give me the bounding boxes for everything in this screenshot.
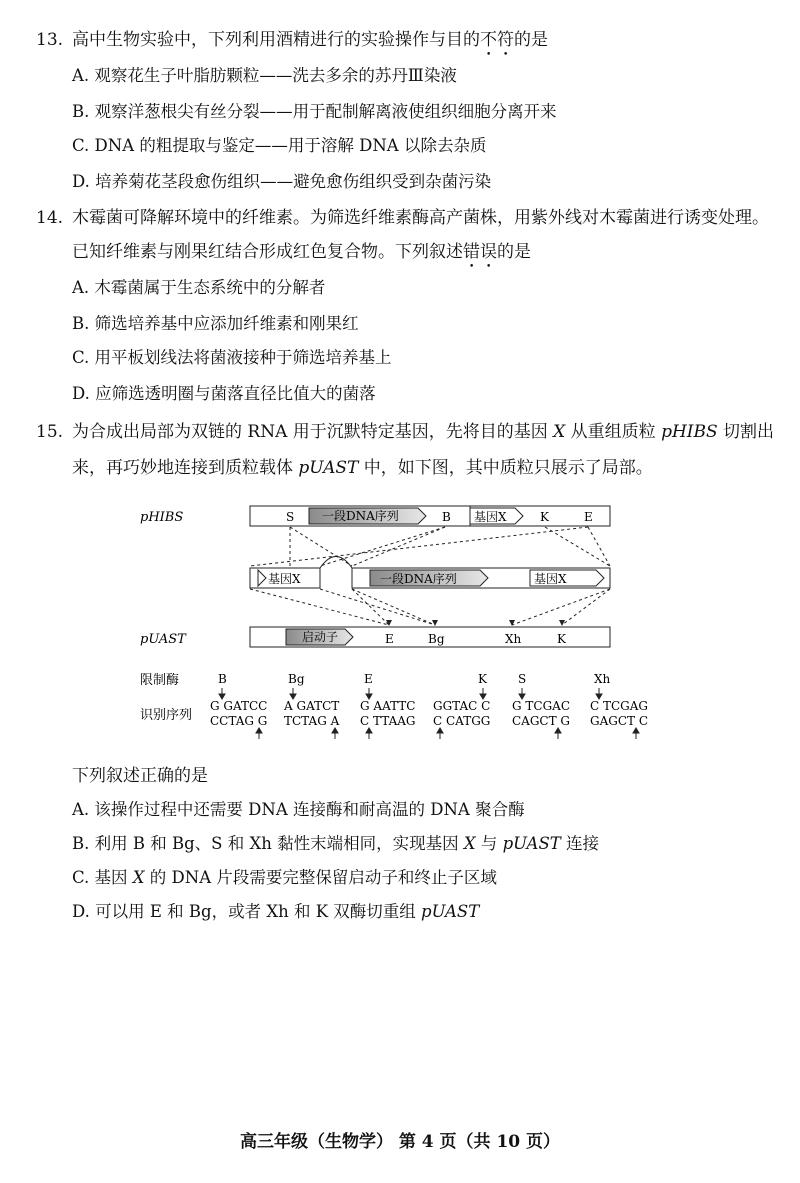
option-15-d: D. 可以用 E 和 Bg，或者 Xh 和 K 双酶切重组 pUAST xyxy=(72,902,480,921)
site-label: E xyxy=(584,510,593,524)
option-14-c: C. 用平板划线法将菌液接种于筛选培养基上 xyxy=(72,348,392,367)
option-13-d: D. 培养菊花茎段愈伤组织——避免愈伤组织受到杂菌污染 xyxy=(72,172,492,191)
site-label: K xyxy=(557,632,566,646)
emphasis-text: 错误 xyxy=(463,242,497,262)
question-number: 14. xyxy=(36,208,64,228)
puast-label: pUAST xyxy=(140,632,186,647)
svg-text:K: K xyxy=(478,672,487,686)
svg-text:TCTAG A: TCTAG A xyxy=(284,714,340,728)
option-14-d: D. 应筛选透明圈与菌落直径比值大的菌落 xyxy=(72,384,376,403)
svg-text:GAGCT C: GAGCT C xyxy=(590,714,649,728)
svg-text:G TCGAC: G TCGAC xyxy=(512,699,571,713)
site-label: E xyxy=(385,632,394,646)
question-14-stem-line1: 14. 木霉菌可降解环境中的纤维素。为筛选纤维素酶高产菌株，用紫外线对木霉菌进行诱变处理。 xyxy=(36,208,769,228)
site-label: Xh xyxy=(505,632,522,646)
emphasis-text: 不符 xyxy=(480,30,514,50)
svg-text:GGTAC C: GGTAC C xyxy=(433,699,491,713)
svg-text:G GATCC: G GATCC xyxy=(210,699,268,713)
svg-text:C CATGG: C CATGG xyxy=(433,714,491,728)
site-label: K xyxy=(540,510,549,524)
svg-text:G AATTC: G AATTC xyxy=(360,699,416,713)
phibs-seq-label: 一段DNA序列 xyxy=(322,509,399,523)
svg-text:S: S xyxy=(518,672,527,686)
question-number: 13. xyxy=(36,30,64,50)
svg-text:C TTAAG: C TTAAG xyxy=(360,714,416,728)
svg-text:B: B xyxy=(218,672,227,686)
site-label: S xyxy=(286,510,295,524)
svg-text:C TCGAG: C TCGAG xyxy=(590,699,649,713)
question-15-stem-line2: 来，再巧妙地连接到质粒载体 pUAST 中，如下图，其中质粒只展示了局部。 xyxy=(72,458,653,478)
svg-text:Xh: Xh xyxy=(594,672,611,686)
enzyme-row-label: 限制酶 xyxy=(140,673,180,688)
question-14-stem-line2: 已知纤维素与刚果红结合形成红色复合物。下列叙述错误的是 xyxy=(72,242,531,262)
question-13-stem: 13. 高中生物实验中，下列利用酒精进行的实验操作与目的不符的是 xyxy=(36,30,548,50)
enzyme-column-b xyxy=(210,672,267,728)
option-14-b: B. 筛选培养基中应添加纤维素和刚果红 xyxy=(72,314,359,333)
svg-text:Bg: Bg xyxy=(288,672,305,686)
enzyme-column-s xyxy=(512,672,570,728)
enzyme-column-xh xyxy=(590,672,648,728)
phibs-gene-label: 基因X xyxy=(474,510,507,524)
enzyme-column-k xyxy=(433,672,490,728)
option-15-b: B. 利用 B 和 Bg、S 和 Xh 黏性末端相同，实现基因 X 与 pUAST 连接 xyxy=(72,834,600,853)
phibs-label: pHIBS xyxy=(140,510,184,525)
option-14-a: A. 木霉菌属于生态系统中的分解者 xyxy=(72,278,326,297)
svg-text:E: E xyxy=(364,672,373,686)
question-15-prompt: 下列叙述正确的是 xyxy=(72,766,208,786)
page-footer: 高三年级（生物学） 第 4 页（共 10 页） xyxy=(239,1132,561,1152)
option-13-a: A. 观察花生子叶脂肪颗粒——洗去多余的苏丹Ⅲ染液 xyxy=(72,66,457,85)
svg-text:CAGCT G: CAGCT G xyxy=(512,714,571,728)
site-label: B xyxy=(442,510,451,524)
option-15-c: C. 基因 X 的 DNA 片段需要完整保留启动子和终止子区域 xyxy=(72,868,497,887)
question-number: 15. xyxy=(36,422,64,442)
mid-seq-label: 一段DNA序列 xyxy=(380,572,457,586)
option-13-b: B. 观察洋葱根尖有丝分裂——用于配制解离液使组织细胞分离开来 xyxy=(72,102,557,121)
question-15-stem-line1: 15. 为合成出局部为双链的 RNA 用于沉默特定基因，先将目的基因 X 从重组质粒 pHIBS 切割出 xyxy=(36,422,775,442)
svg-text:A GATCT: A GATCT xyxy=(284,699,340,713)
enzyme-column-e xyxy=(360,672,416,728)
option-13-c: C. DNA 的粗提取与鉴定——用于溶解 DNA 以除去杂质 xyxy=(72,136,487,155)
option-15-a: A. 该操作过程中还需要 DNA 连接酶和耐高温的 DNA 聚合酶 xyxy=(72,800,525,819)
enzyme-column-bg xyxy=(283,672,340,728)
mid-gene-right-label: 基因X xyxy=(534,572,567,586)
sequence-row-label: 识别序列 xyxy=(140,708,193,723)
plasmid-diagram xyxy=(0,495,800,755)
puast-promoter-label: 启动子 xyxy=(302,630,339,644)
site-label: Bg xyxy=(428,632,445,646)
svg-text:CCTAG G: CCTAG G xyxy=(210,714,268,728)
mid-gene-left-label: 基因X xyxy=(268,572,301,586)
